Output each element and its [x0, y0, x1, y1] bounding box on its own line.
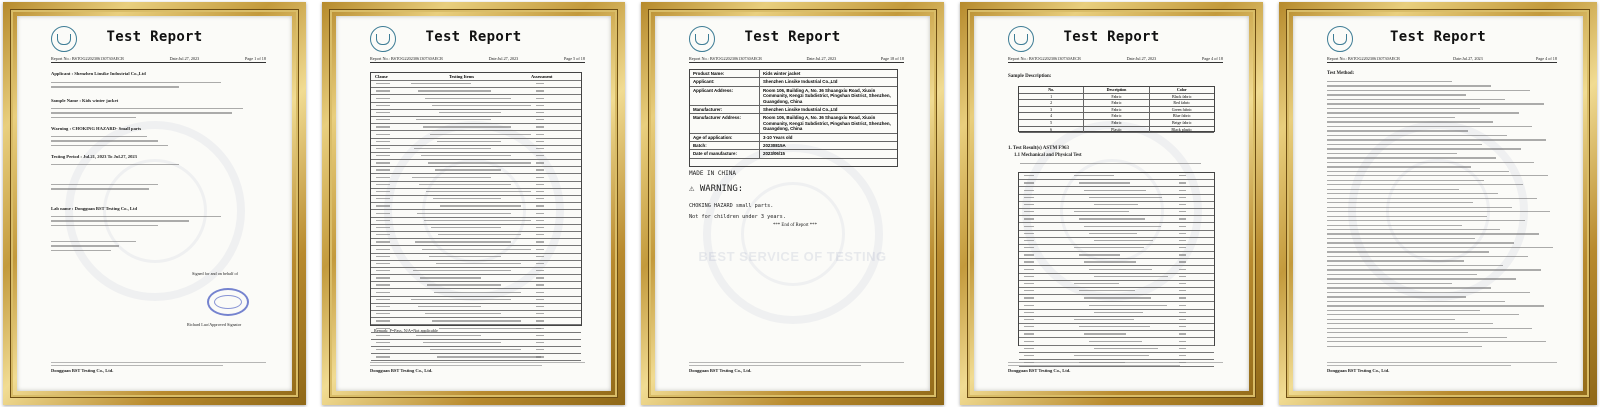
table-row: [1019, 317, 1214, 324]
table-cell: 3: [1019, 107, 1084, 113]
table-row: [1019, 281, 1214, 288]
label-key: Manufacturer:: [690, 106, 760, 113]
footer-company: Dongguan BST Testing Co., Ltd.: [370, 368, 433, 373]
table-row: [371, 246, 581, 253]
col-clause: Clause: [375, 74, 388, 79]
table-row: [371, 311, 581, 318]
label-key: Manufacturer Address:: [690, 114, 760, 132]
table-row: [1019, 310, 1214, 317]
report-date: Date:Jul.27, 2023: [169, 56, 200, 61]
label-key: Batch:: [690, 142, 760, 149]
report-number: Report No.: BSTOG2202306130730AECR: [1008, 56, 1081, 61]
label-value: 3-10 Years old: [763, 134, 793, 140]
table-row: [1019, 252, 1214, 259]
table-body: [371, 81, 581, 361]
label-key: Applicant:: [690, 78, 760, 85]
table-row: [371, 254, 581, 261]
table-row: [1019, 94, 1214, 101]
table-row: [371, 131, 581, 138]
table-row: [371, 174, 581, 181]
table-cell: Description: [1084, 87, 1149, 93]
certificate-frame-4[interactable]: [960, 2, 1263, 405]
table-row: [371, 110, 581, 117]
table-row: [1019, 180, 1214, 187]
table-cell: Plastic: [1084, 127, 1149, 133]
table-cell: Fabric: [1084, 94, 1149, 100]
table-row: [1019, 187, 1214, 194]
table-cell: No.: [1019, 87, 1084, 93]
page-footer: [370, 362, 585, 373]
table-row: [1019, 274, 1214, 281]
label-row: [690, 142, 897, 150]
testing-items-table: [370, 72, 582, 333]
table-cell: Beige fabric: [1171, 119, 1192, 125]
table-row: [1019, 209, 1214, 216]
table-row: [371, 203, 581, 210]
label-row: [690, 106, 897, 114]
table-row: [1019, 338, 1214, 345]
table-row: [1019, 238, 1214, 245]
report-date: Date:Jul.27, 2023: [1453, 56, 1483, 61]
test-method-text: [1327, 81, 1555, 350]
end-of-report: *** End of Report ***: [773, 223, 817, 228]
label-row: [690, 78, 897, 86]
company-stamp: [207, 288, 249, 316]
report-date: Date:Jul.27, 2023: [488, 56, 519, 61]
certificate-frame-1[interactable]: [3, 2, 306, 405]
label-key: Applicant Address:: [690, 87, 760, 105]
table-row: [371, 95, 581, 102]
test-results-heading: 1. Test Result(s) ASTM F963: [1008, 146, 1069, 151]
footer-company: Dongguan BST Testing Co., Ltd.: [1008, 368, 1071, 373]
table-row: [371, 232, 581, 239]
page-footer: [689, 362, 904, 373]
table-row: [371, 340, 581, 347]
page-title: Test Report: [1063, 29, 1160, 45]
table-row: [1019, 231, 1214, 238]
table-row: [371, 282, 581, 289]
not-for-children: Not for children under 3 years.: [689, 214, 786, 220]
label-row: [690, 114, 897, 133]
sample-description-table: [1018, 86, 1215, 132]
warning-heading: ⚠ WARNING:: [689, 184, 744, 194]
certificate-frame-2[interactable]: [322, 2, 625, 405]
table-row: [1019, 302, 1214, 309]
table-row: [1019, 288, 1214, 295]
warning-label: WARNING:: [699, 184, 744, 194]
table-row: [371, 139, 581, 146]
report-page-1: [17, 16, 292, 391]
watermark-text: BEST SERVICE OF TESTING: [698, 248, 887, 264]
mechanical-results-table: [1018, 172, 1215, 346]
table-row: [371, 297, 581, 304]
table-row: [371, 239, 581, 246]
table-row: [371, 225, 581, 232]
choking-hazard: CHOKING HAZARD small parts.: [689, 203, 774, 209]
table-row: [371, 182, 581, 189]
table-cell: Fabric: [1084, 107, 1149, 113]
col-assessment: Assessment: [531, 74, 553, 79]
page-number: Page 4 of 18: [1535, 56, 1557, 61]
label-key: Product Name:: [690, 70, 760, 77]
label-row: [690, 87, 897, 106]
page-title: Test Report: [744, 29, 841, 45]
table-cell: Fabric: [1084, 100, 1149, 106]
label-row: [690, 70, 897, 78]
table-row: [371, 261, 581, 268]
page-footer: [1008, 362, 1223, 373]
table-row: [1019, 266, 1214, 273]
table-cell: 4: [1019, 113, 1084, 119]
table-row: [371, 210, 581, 217]
table-row: [1019, 245, 1214, 252]
lab-name: Lab name : Dongguan BST Testing Co., Ltd: [51, 206, 138, 211]
label-key: Date of manufacture:: [690, 150, 760, 157]
label-row: [690, 134, 897, 142]
table-cell: Blue fabric: [1172, 113, 1191, 119]
page-number: Page 5 of 18: [563, 56, 585, 61]
label-key: Age of application:: [690, 134, 760, 141]
table-row: [371, 347, 581, 354]
table-row: [371, 289, 581, 296]
report-date: Date:Jul.27, 2023: [806, 56, 837, 61]
footer-company: Dongguan BST Testing Co., Ltd.: [51, 368, 114, 373]
col-testing-items: Testing Items: [449, 74, 475, 79]
table-row: [1019, 100, 1214, 107]
table-row: [371, 304, 581, 311]
label-value: Kids winter jacket: [763, 71, 801, 76]
certificate-frame-5[interactable]: [1279, 2, 1597, 405]
certificate-frame-3[interactable]: [641, 2, 944, 405]
table-cell: 5: [1019, 120, 1084, 126]
table-row: [371, 160, 581, 167]
table-cell: Fabric: [1084, 120, 1149, 126]
table-row: [371, 88, 581, 95]
table-row: [371, 268, 581, 275]
table-row: [1019, 216, 1214, 223]
table-row: [1019, 87, 1214, 94]
table-cell: Color: [1176, 87, 1187, 92]
sample-description-heading: Sample Description:: [1008, 74, 1052, 79]
page-footer: [1327, 362, 1557, 373]
table-row: [371, 117, 581, 124]
page-number: Page 1 of 18: [244, 56, 266, 61]
label-value: Shenzhen Linsike Industrial Co.,Ltd: [763, 107, 838, 113]
label-value: 2023/06/15: [763, 151, 785, 157]
table-row: [371, 275, 581, 282]
table-row: [1019, 259, 1214, 266]
table-cell: Red fabric: [1173, 100, 1191, 106]
table-row: [1019, 346, 1214, 353]
footer-company: Dongguan BST Testing Co., Ltd.: [689, 368, 752, 373]
report-number: Report No.: BSTOG2202306130730AECR: [370, 56, 443, 61]
table-cell: Black plastic: [1171, 126, 1193, 132]
report-number: Report No.: BSTOG2202306130730AECR: [689, 56, 762, 61]
report-page-5: [1293, 16, 1583, 391]
testing-period: Testing Period : Jul.21, 2023 To Jul.27, 2023: [51, 154, 137, 159]
label-value: Room 106, Building A, No. 36 Shuangxiu Road, Xiuxin Community, Kengzi Subdistrict, Pingshan District, Shenzhen, Guangdong, China: [763, 115, 891, 132]
page-title: Test Report: [425, 29, 522, 45]
table-row: [371, 103, 581, 110]
table-row: [1019, 331, 1214, 338]
table-row: [1019, 107, 1214, 114]
label-value: Shenzhen Linsike Industrial Co.,Ltd: [763, 79, 838, 85]
page-title: Test Report: [1389, 29, 1487, 45]
table-cell: Black fabric: [1171, 93, 1192, 99]
footer-company: Dongguan BST Testing Co., Ltd.: [1327, 368, 1390, 373]
approver-name: Richard Luo/Approved Signator: [187, 322, 242, 327]
table-row: [1019, 353, 1214, 360]
table-remark: Remark: P=Pass, N/A=Not applicable: [374, 328, 438, 333]
table-row: [371, 196, 581, 203]
label-value: 20230815A: [763, 143, 786, 149]
report-page-2: [336, 16, 611, 391]
table-row: [1019, 173, 1214, 180]
table-cell: 6: [1019, 127, 1084, 133]
table-row: [371, 146, 581, 153]
sample-name: Sample Name : Kids winter jacket: [51, 98, 119, 103]
report-number: Report No.: BSTOG2202306130730AECR: [51, 56, 124, 61]
applicant: Applicant : Shenzhen Linsike Industrial Co.,Ltd: [51, 71, 146, 76]
table-row: [1019, 113, 1214, 120]
table-cell: 1: [1019, 94, 1084, 100]
signature-caption: Signed for and on behalf of: [192, 271, 238, 276]
table-row: [1019, 120, 1214, 127]
table-row: [371, 124, 581, 131]
test-method-heading: Test Method:: [1327, 71, 1355, 76]
page-number: Page 4 of 18: [1201, 56, 1223, 61]
table-row: [371, 167, 581, 174]
report-date: Date:Jul.27, 2023: [1126, 56, 1157, 61]
report-page-3: [655, 16, 930, 391]
made-in: MADE IN CHINA: [689, 170, 736, 177]
warning-line: Warning : CHOKING HAZARD- Small parts: [51, 126, 142, 131]
table-cell: Green fabric: [1171, 106, 1192, 112]
table-cell: 2: [1019, 100, 1084, 106]
table-row: [1019, 295, 1214, 302]
page-title: Test Report: [106, 29, 203, 45]
report-page-4: [974, 16, 1249, 391]
table-row: [371, 318, 581, 325]
table-row: [1019, 324, 1214, 331]
table-row: [371, 218, 581, 225]
table-row: [371, 153, 581, 160]
page-number: Page 18 of 18: [880, 56, 904, 61]
mechanical-physical-heading: 1.1 Mechanical and Physical Test: [1014, 153, 1082, 158]
label-value: Room 106, Building A, No. 36 Shuangxiu Road, Xiuxin Community, Kengzi Subdistrict, Pingshan District, Shenzhen, Guangdong, China: [763, 87, 891, 104]
page-footer: [51, 362, 266, 373]
table-row: [371, 189, 581, 196]
table-row: [371, 354, 581, 361]
table-row: [1019, 223, 1214, 230]
product-label-table: [689, 69, 898, 167]
table-row: [1019, 202, 1214, 209]
table-row: [1019, 127, 1214, 134]
table-cell: Fabric: [1084, 113, 1149, 119]
table-row: [1019, 195, 1214, 202]
table-row: [371, 81, 581, 88]
report-number: Report No.: BSTOG2202306130730AECR: [1327, 56, 1400, 61]
label-row: [690, 150, 897, 158]
